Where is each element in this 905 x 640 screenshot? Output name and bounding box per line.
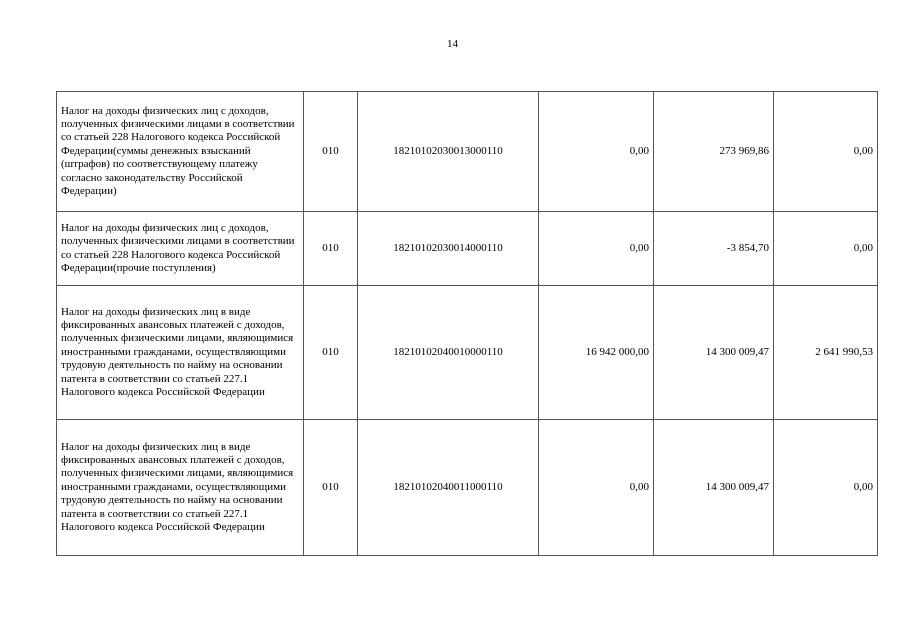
revenue-table: [56, 91, 878, 556]
table-row: [57, 420, 878, 556]
executed-amount-cell: 273 969,86: [654, 92, 774, 212]
line-code-cell: 010: [304, 286, 358, 420]
unexecuted-amount-cell: 0,00: [774, 212, 878, 286]
kbk-code-cell: 18210102040011000110: [358, 420, 539, 556]
kbk-code-cell: 18210102040010000110: [358, 286, 539, 420]
table-row: [57, 212, 878, 286]
approved-amount-cell: 0,00: [539, 92, 654, 212]
kbk-code-cell: 18210102030014000110: [358, 212, 539, 286]
income-name-cell: Налог на доходы физических лиц в виде фиксированных авансовых платежей с доходов, полученных физическими лицами, являющимися иностранными гражданами, осуществляющими трудовую деятельность по найму на основании патента в соответствии со статьей 227.1 Налогового кодекса Российской Федерации: [57, 420, 304, 556]
table-row: [57, 286, 878, 420]
executed-amount-cell: 14 300 009,47: [654, 420, 774, 556]
kbk-code-cell: 18210102030013000110: [358, 92, 539, 212]
approved-amount-cell: 0,00: [539, 212, 654, 286]
income-name-cell: Налог на доходы физических лиц с доходов, полученных физическими лицами в соответствии со статьей 228 Налогового кодекса Российской Федерации(суммы денежных взысканий (штрафов) по соответствующему платежу согласно законодательству Российской Федерации): [57, 92, 304, 212]
line-code-cell: 010: [304, 420, 358, 556]
unexecuted-amount-cell: 0,00: [774, 92, 878, 212]
income-name-cell: Налог на доходы физических лиц в виде фиксированных авансовых платежей с доходов, полученных физическими лицами, являющимися иностранными гражданами, осуществляющими трудовую деятельность по найму на основании патента в соответствии со статьей 227.1 Налогового кодекса Российской Федерации: [57, 286, 304, 420]
approved-amount-cell: 16 942 000,00: [539, 286, 654, 420]
unexecuted-amount-cell: 2 641 990,53: [774, 286, 878, 420]
line-code-cell: 010: [304, 212, 358, 286]
executed-amount-cell: -3 854,70: [654, 212, 774, 286]
unexecuted-amount-cell: 0,00: [774, 420, 878, 556]
income-name-cell: Налог на доходы физических лиц с доходов, полученных физическими лицами в соответствии со статьей 228 Налогового кодекса Российской Федерации(прочие поступления): [57, 212, 304, 286]
approved-amount-cell: 0,00: [539, 420, 654, 556]
table-row: [57, 92, 878, 212]
page-number: 14: [447, 38, 458, 50]
executed-amount-cell: 14 300 009,47: [654, 286, 774, 420]
line-code-cell: 010: [304, 92, 358, 212]
